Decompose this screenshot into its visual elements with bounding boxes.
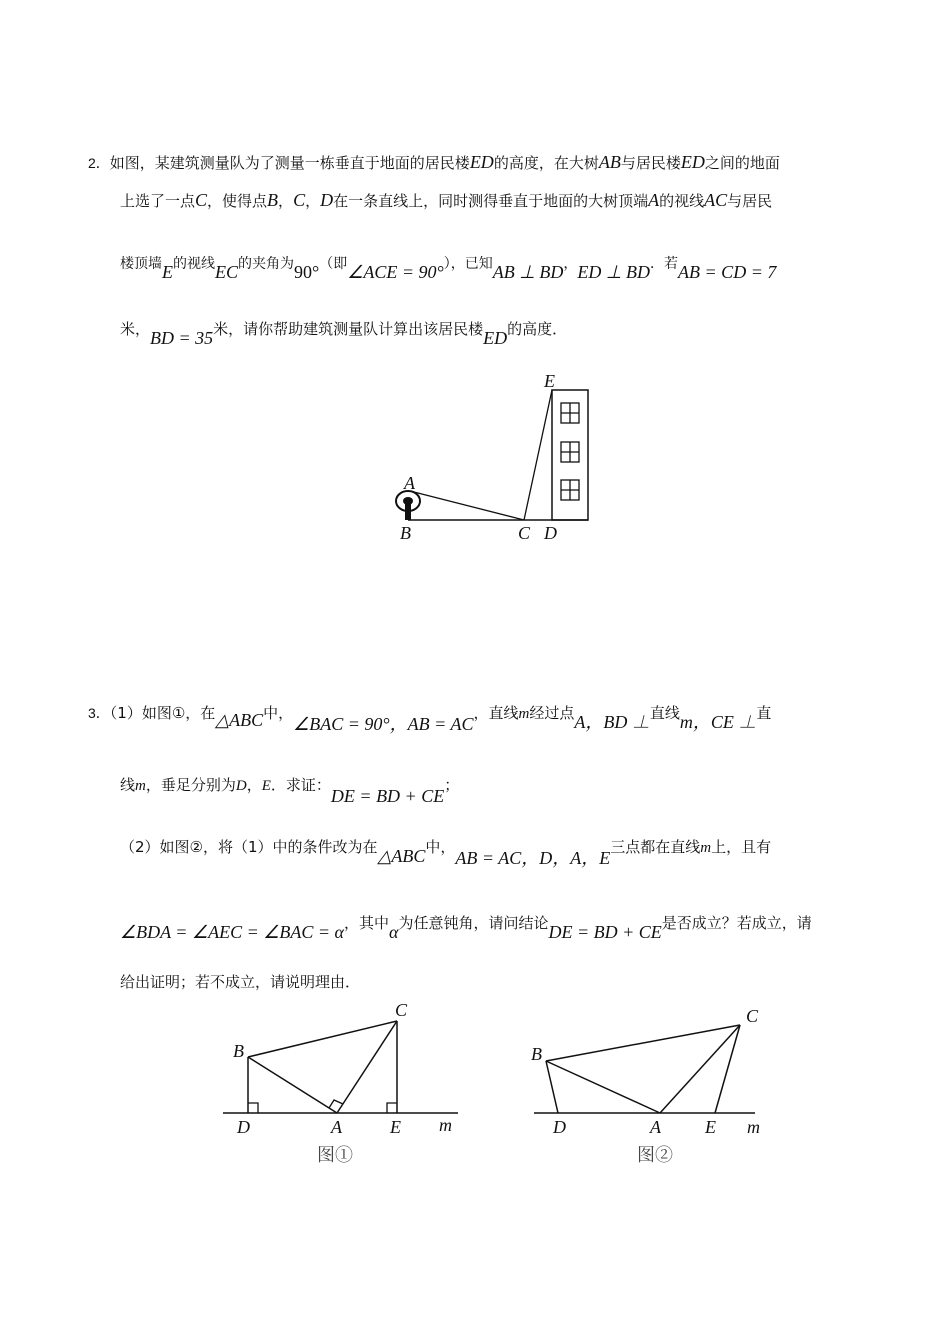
right-angle-D <box>248 1103 258 1113</box>
p2-line-2: 上选了一点C，使得点B，C，D在一条直线上，同时测得垂直于地面的大树顶端A的视线AC与居民 <box>120 190 773 210</box>
p2-figure <box>380 365 610 550</box>
segment-BC <box>248 1021 397 1057</box>
p3-line-2: 线m，垂足分别为D，E．求证：DE = BD + CE； <box>120 776 460 806</box>
label-B: B <box>400 523 411 543</box>
line-EC <box>524 390 552 520</box>
fig2-label-m: m <box>747 1117 760 1137</box>
right-angle-E <box>387 1103 397 1113</box>
p3-line-5: 给出证明；若不成立，请说明理由． <box>120 973 361 991</box>
fig1-label-A: A <box>331 1117 342 1137</box>
segment-BA <box>546 1061 660 1113</box>
fig2-label-C: C <box>746 1006 759 1026</box>
label-D: D <box>544 523 557 543</box>
p3-figure-1 <box>215 995 465 1170</box>
p2-line-3: 楼顶墙E的视线EC的夹角为90°（即∠ACE = 90°），已知AB ⊥ BD，ED ⊥ BD．若AB = CD = 7 <box>120 256 777 282</box>
fig2-label-B: B <box>531 1044 542 1064</box>
tree-knot <box>403 497 413 505</box>
fig1-label-E: E <box>390 1117 401 1137</box>
p2-line-1: 2．如图，某建筑测量队为了测量一栋垂直于地面的居民楼ED的高度，在大树AB与居民楼ED之间的地面 <box>88 152 780 172</box>
p3-line-1: 3．（1）如图①，在△ABC中，∠BAC = 90°，AB = AC，直线m经过点A，BD ⊥直线m，CE ⊥直 <box>88 704 772 734</box>
fig2-caption: 图② <box>637 1145 673 1166</box>
label-A: A <box>404 473 415 493</box>
label-C: C <box>518 523 531 543</box>
building-window <box>561 403 579 500</box>
fig2-label-A: A <box>650 1117 661 1137</box>
segment-BA <box>248 1057 337 1113</box>
p3-figure-2 <box>520 995 770 1170</box>
line-AC <box>410 491 524 520</box>
segment-BD <box>546 1061 558 1113</box>
segment-BC <box>546 1025 740 1061</box>
label-E: E <box>544 371 555 391</box>
segment-AC <box>337 1021 397 1113</box>
fig1-label-m: m <box>439 1115 452 1135</box>
fig1-label-D: D <box>237 1117 250 1137</box>
fig1-label-C: C <box>395 1000 408 1020</box>
p2-line-4: 米，BD = 35米，请你帮助建筑测量队计算出该居民楼ED的高度． <box>120 320 568 348</box>
fig1-label-B: B <box>233 1041 244 1061</box>
fig1-caption: 图① <box>317 1145 353 1166</box>
fig2-label-D: D <box>553 1117 566 1137</box>
p3-line-4: ∠BDA = ∠AEC = ∠BAC = α，其中α为任意钝角，请问结论DE = BD + CE是否成立？若成立，请 <box>120 914 812 942</box>
fig2-label-E: E <box>705 1117 716 1137</box>
p3-line-3: （2）如图②，将（1）中的条件改为在△ABC中，AB = AC，D，A，E三点都在直线m上，且有 <box>120 838 772 868</box>
